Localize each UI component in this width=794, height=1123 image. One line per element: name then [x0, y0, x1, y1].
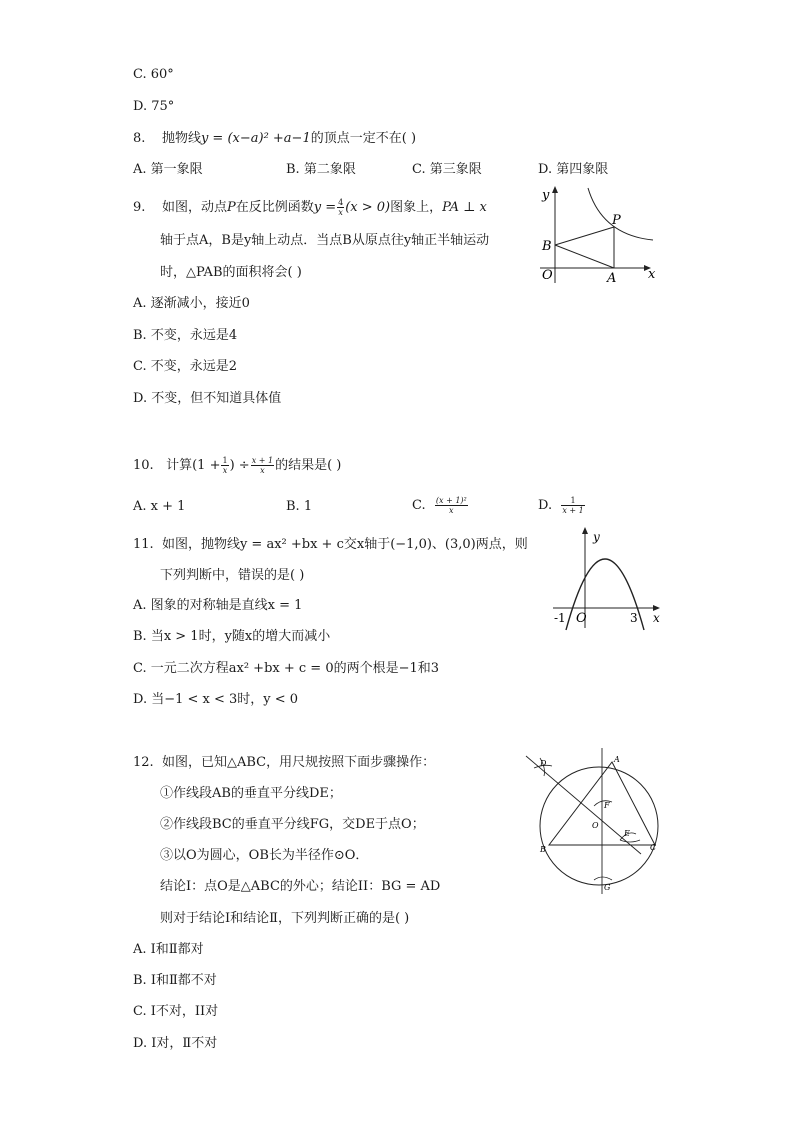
- q10-option-b: B. 1: [286, 499, 313, 514]
- q9-label-b: B: [542, 239, 552, 254]
- q8-option-d: D. 第四象限: [538, 162, 609, 177]
- q9-option-b: B. 不变，永远是4: [133, 328, 238, 343]
- q8-stem: [133, 130, 416, 148]
- q11-number: 11.: [133, 537, 154, 552]
- q12-question: 则对于结论I和结论Ⅱ，下列判断正确的是( ): [160, 911, 410, 926]
- q12-step2: ②作线段BC的垂直平分线FG，交DE于点O；: [160, 817, 425, 832]
- q12-conclusion: 结论I：点O是△ABC的外心；结论II：BG = AD: [160, 879, 441, 894]
- q9-stem-line1: [133, 198, 487, 217]
- q9-y-arrow: [552, 186, 558, 193]
- q11-option-b: B. 当x > 1时，y随x的增大而减小: [133, 629, 331, 644]
- q10-text-b: 的结果是( ): [275, 458, 342, 473]
- q9-label-a: A: [607, 271, 617, 286]
- q10-option-d: [538, 496, 586, 515]
- q9-label-y: y: [542, 188, 550, 203]
- q12-step1: ①作线段AB的垂直平分线DE；: [160, 786, 342, 801]
- q12-label-e: E: [624, 829, 630, 838]
- q9-text-d: 图象上，: [390, 200, 443, 215]
- q9-option-c: C. 不变，永远是2: [133, 359, 238, 374]
- q12-number: 12.: [133, 755, 154, 770]
- q9-stem-line2: 轴于点A，B是y轴上动点．当点B从原点往y轴正半轴运动: [160, 233, 490, 248]
- q10-option-d-label: D.: [538, 498, 553, 513]
- q9-frac-num: 4: [338, 198, 344, 207]
- q10-frac2-den: x: [260, 466, 265, 475]
- q9-option-d: D. 不变，但不知道具体值: [133, 391, 282, 406]
- q10-option-d-den: x + 1: [562, 506, 584, 515]
- q9-segment-ba: [555, 245, 614, 268]
- q12-circle: [540, 767, 658, 885]
- q8-option-a: A. 第一象限: [133, 162, 203, 177]
- q9-point-p: P: [226, 200, 236, 215]
- q9-segment-bp: [555, 227, 614, 245]
- q9-y-eq: y =: [313, 200, 337, 215]
- q9-frac-den: x: [338, 208, 343, 217]
- q9-domain: (x > 0): [345, 200, 391, 215]
- q12-figure: [516, 744, 666, 904]
- q10-stem: [133, 456, 341, 475]
- q8-formula: y = (x−a)² +a−1: [200, 131, 311, 146]
- q9-option-a: A. 逐渐减小，接近0: [133, 296, 250, 311]
- q9-figure: [530, 183, 665, 288]
- q11-label-y: y: [593, 530, 600, 544]
- q12-label-b: B: [540, 845, 546, 854]
- q9-label-p: P: [612, 213, 621, 228]
- q7-option-c: C. 60°: [133, 67, 174, 82]
- q12-label-f: F: [604, 801, 610, 810]
- q12-arc-e2: [620, 840, 640, 842]
- q12-label-g: G: [604, 883, 611, 892]
- q10-expr-b: ) ÷: [229, 458, 250, 473]
- q11-stem-line2: 下列判断中，错误的是( ): [160, 568, 305, 583]
- q11-label-neg1: -1: [554, 611, 566, 625]
- q10-option-a: [133, 498, 185, 516]
- q10-option-d-frac: [561, 496, 584, 515]
- q12-label-d: D: [540, 759, 547, 768]
- q9-stem-line3: 时，△PAB的面积将会( ): [160, 265, 302, 280]
- q10-frac1-den: x: [222, 466, 228, 475]
- q8-option-c: C. 第三象限: [412, 162, 482, 177]
- q10-option-a-text: A. x + 1: [133, 499, 186, 514]
- q12-option-a: A. I和Ⅱ都对: [133, 942, 204, 957]
- q12-option-c: C. I不对，II对: [133, 1004, 219, 1019]
- q10-frac-2: [251, 456, 274, 475]
- q9-text-b: 在反比例函数: [235, 200, 314, 215]
- q9-label-x: x: [648, 267, 656, 282]
- q10-option-c-num: (x + 1)²: [435, 496, 467, 505]
- q10-option-c-den: x: [449, 506, 454, 515]
- q12-line-de: [526, 756, 641, 854]
- q12-label-o: O: [592, 821, 599, 830]
- q10-frac2-num: x + 1: [251, 456, 274, 465]
- q7-option-d: D. 75°: [133, 99, 175, 114]
- q12-step3: ③以O为圆心，OB长为半径作⊙O．: [160, 848, 369, 863]
- q12-arc-g: [594, 877, 612, 880]
- q11-option-c: C. 一元二次方程ax² +bx + c = 0的两个根是−1和3: [133, 661, 440, 676]
- q11-label-o: O: [576, 611, 587, 626]
- q9-fraction: [337, 198, 344, 217]
- q12-option-b: B. I和Ⅱ都不对: [133, 973, 217, 988]
- q11-option-a: A. 图象的对称轴是直线x = 1: [133, 598, 303, 613]
- q8-option-b: B. 第二象限: [286, 162, 356, 177]
- q10-expr-a: (1 +: [192, 458, 221, 473]
- q8-number: 8.: [133, 131, 146, 146]
- q12-option-d: D. I对，Ⅱ不对: [133, 1036, 218, 1051]
- q10-option-d-num: 1: [561, 496, 584, 506]
- q11-option-d: D. 当−1 < x < 3时，y < 0: [133, 692, 299, 707]
- q11-figure: [548, 522, 670, 632]
- q11-line1-text: 如图，抛物线y = ax² +bx + c交x轴于(−1,0)、(3,0)两点，则: [161, 537, 528, 552]
- q11-label-3: 3: [630, 611, 638, 625]
- q9-perp: PA ⊥ x: [442, 200, 487, 215]
- q8-text-pre: 抛物线: [161, 131, 201, 146]
- q8-text-post: 的顶点一定不在( ): [310, 131, 417, 146]
- q10-option-c-frac: [435, 496, 468, 515]
- q9-number: 9.: [133, 200, 146, 215]
- q11-label-x: x: [653, 611, 660, 625]
- q12-stem-line1: [133, 754, 435, 772]
- q12-line1-text: 如图，已知△ABC，用尺规按照下面步骤操作：: [161, 755, 436, 770]
- q9-label-o: O: [542, 268, 553, 283]
- q10-option-c-label: C.: [412, 498, 426, 513]
- q10-option-c: [412, 496, 469, 515]
- q9-text-a: 如图，动点: [161, 200, 227, 215]
- q11-y-arrow: [582, 527, 588, 534]
- q10-text-a: 计算: [166, 458, 193, 473]
- q12-label-c: C: [650, 843, 657, 852]
- q10-frac1-num: 1: [222, 456, 228, 465]
- q11-stem-line1: [133, 536, 528, 554]
- q12-label-a: A: [614, 755, 620, 764]
- q10-frac-1: [221, 456, 228, 475]
- q10-number: 10.: [133, 458, 154, 473]
